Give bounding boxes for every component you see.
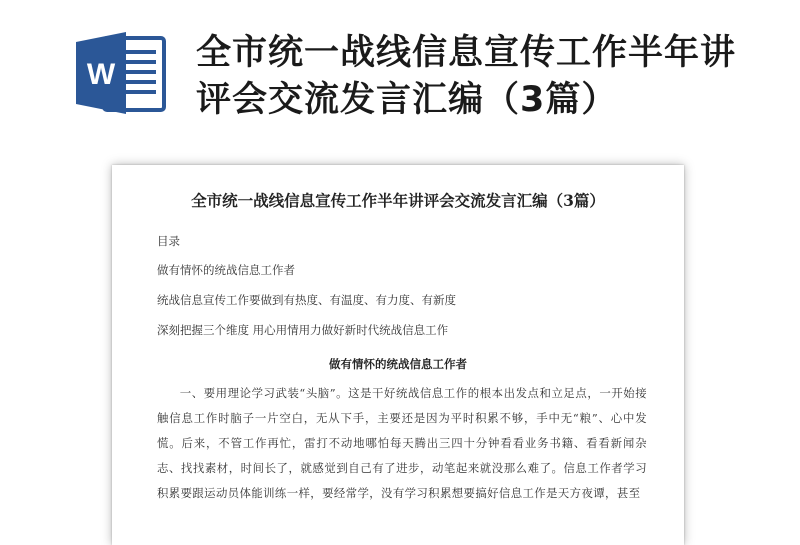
section-heading: 做有情怀的统战信息工作者 (329, 357, 467, 371)
toc-heading: 目录 (157, 234, 180, 248)
document-page (112, 165, 684, 545)
banner-title: 全市统一战线信息宣传工作半年讲评会交流发言汇编（3篇） (196, 33, 737, 120)
word-icon-letter: W (86, 58, 116, 91)
body-paragraph: 一、要用理论学习武装“头脑”。这是干好统战信息工作的根本出发点和立足点，一开始接触信息工作时脑子一片空白，无从下手，主要还是因为平时积累不够，手中无“粮”、心中发慌。后来，不管工作再忙，雷打不动地哪怕每天腾出三四十分钟看看业务书籍、看看新闻杂志、找找素材，时间长了，就感觉到自己有了进步，动笔起来就没那么难了。信息工作者学习积累要跟运动员体能训练一样，要经常学，没有学习积累想要搞好信息工作是天方夜谭，甚至 (157, 386, 647, 500)
word-icon (74, 32, 166, 114)
toc-item: 深刻把握三个维度 用心用情用力做好新时代统战信息工作 (157, 323, 449, 337)
banner (0, 0, 800, 150)
toc-item: 做有情怀的统战信息工作者 (157, 263, 295, 277)
document-title: 全市统一战线信息宣传工作半年讲评会交流发言汇编（3篇） (191, 191, 605, 210)
toc-item: 统战信息宣传工作要做到有热度、有温度、有力度、有新度 (157, 293, 456, 307)
